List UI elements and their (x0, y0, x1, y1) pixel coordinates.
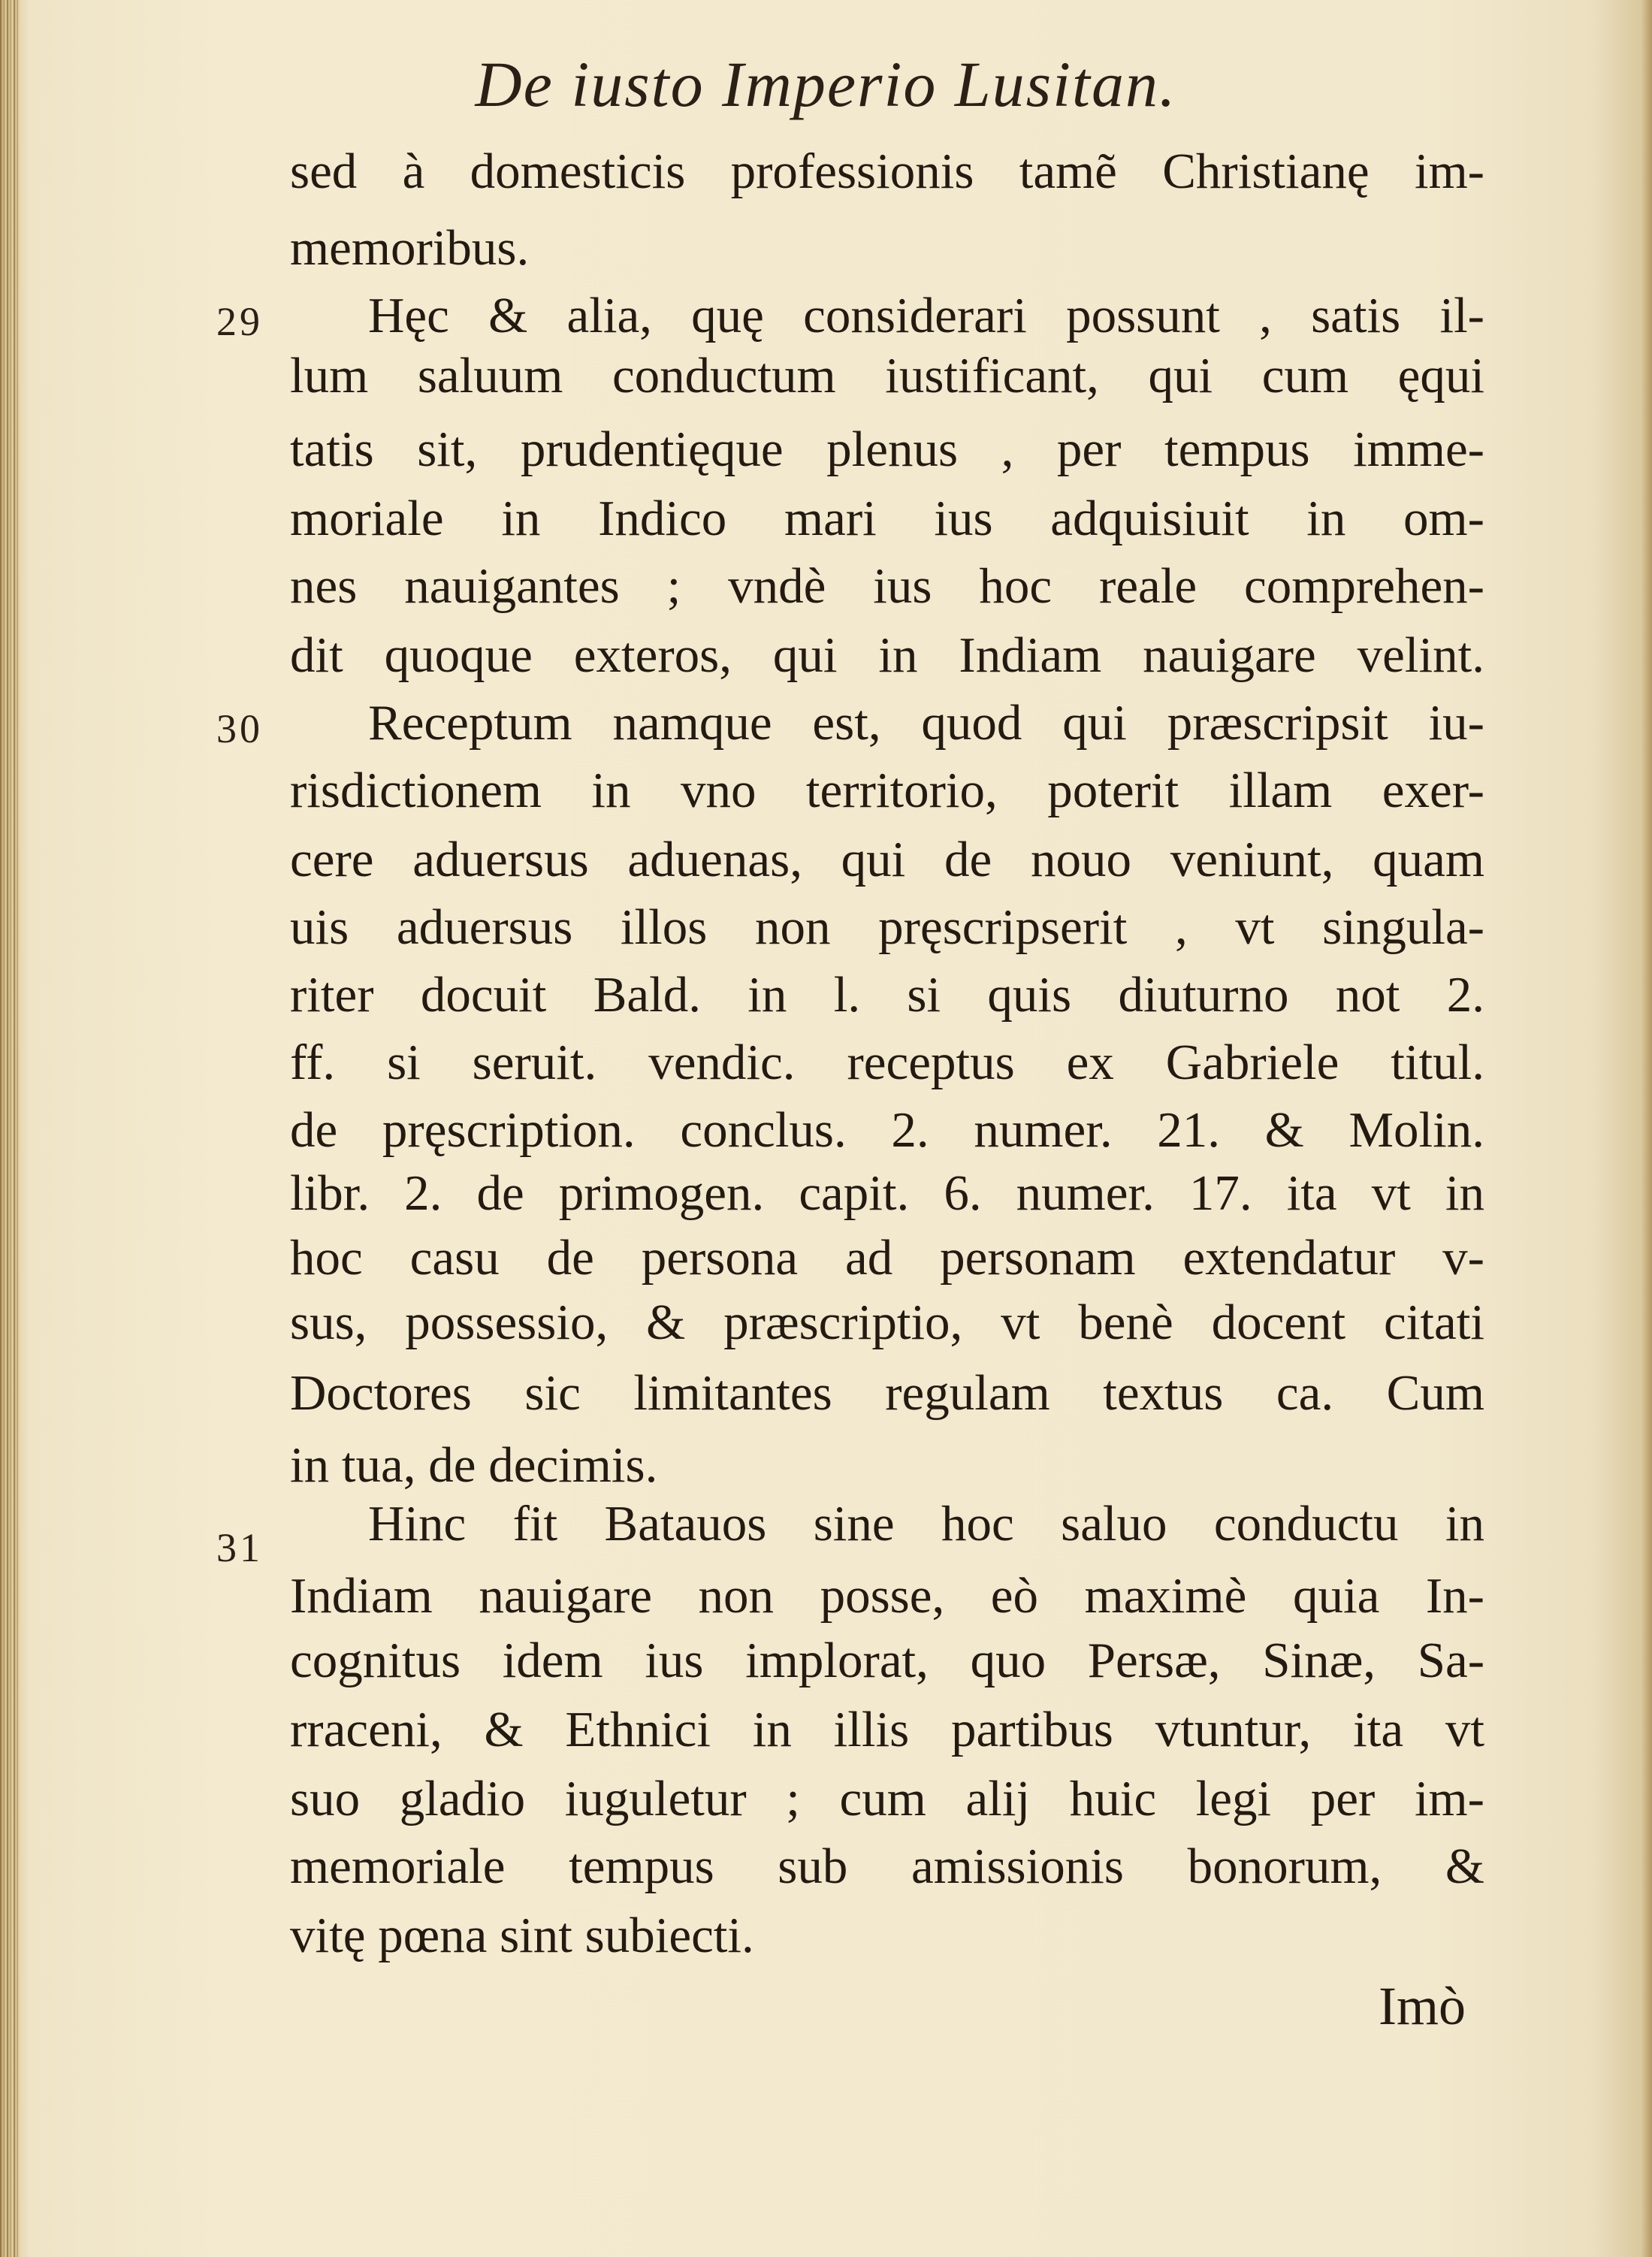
text-line: lum saluum conductum iustificant, qui cum ęqui (290, 348, 1484, 403)
text-line: suo gladio iuguletur ; cum alij huic legi per im- (290, 1771, 1484, 1826)
section-number: 31 (216, 1525, 263, 1570)
text-line: ff. si seruit. vendic. receptus ex Gabriele titul. (290, 1035, 1484, 1090)
text-line: memoribus. (290, 220, 530, 276)
section-number: 30 (216, 706, 263, 751)
text-line: libr. 2. de primogen. capit. 6. numer. 17. ita vt in (290, 1165, 1484, 1221)
text-line: rraceni, & Ethnici in illis partibus vtuntur, ita vt (290, 1702, 1484, 1757)
binding-gutter (0, 0, 20, 2257)
text-line: Indiam nauigare non posse, eò maximè quia In- (290, 1568, 1484, 1624)
text-line: moriale in Indico mari ius adquisiuit in om- (290, 491, 1484, 546)
text-line: uis aduersus illos non pręscripserit , vt singula- (290, 899, 1484, 955)
text-line: memoriale tempus sub amissionis bonorum, & (290, 1839, 1484, 1894)
text-line: Doctores sic limitantes regulam textus ca. Cum (290, 1365, 1484, 1421)
text-line: in tua, de decimis. (290, 1437, 658, 1493)
section-number: 29 (216, 299, 263, 344)
text-line: vitę pœna sint subiecti. (290, 1908, 754, 1963)
text-line: Hęc & alia, quę considerari possunt , satis il- (368, 288, 1484, 343)
page-edge (1641, 0, 1652, 2257)
text-line: de pręscription. conclus. 2. numer. 21. & Molin. (290, 1102, 1484, 1158)
text-line: tatis sit, prudentięque plenus , per tempus imme- (290, 421, 1484, 477)
text-line: cere aduersus aduenas, qui de nouo veniunt, quam (290, 832, 1484, 887)
catchword: Imò (1379, 1976, 1466, 2036)
text-line: Receptum namque est, quod qui præscripsit iu- (368, 695, 1484, 751)
text-line: sed à domesticis professionis tamẽ Christianę im- (290, 144, 1484, 199)
text-line: Hinc fit Batauos sine hoc saluo conductu in (368, 1496, 1484, 1551)
text-line: nes nauigantes ; vndè ius hoc reale comprehen- (290, 558, 1484, 614)
text-line: sus, possessio, & præscriptio, vt benè docent citati (290, 1295, 1484, 1350)
running-head: De iusto Imperio Lusitan. (475, 48, 1177, 120)
text-line: hoc casu de persona ad personam extendatur v- (290, 1230, 1484, 1286)
text-line: riter docuit Bald. in l. si quis diuturno not 2. (290, 967, 1484, 1023)
text-line: risdictionem in vno territorio, poterit illam exer- (290, 763, 1484, 818)
text-line: dit quoque exteros, qui in Indiam nauigare velint. (290, 627, 1484, 683)
text-line: cognitus idem ius implorat, quo Persæ, Sinæ, Sa- (290, 1633, 1484, 1688)
